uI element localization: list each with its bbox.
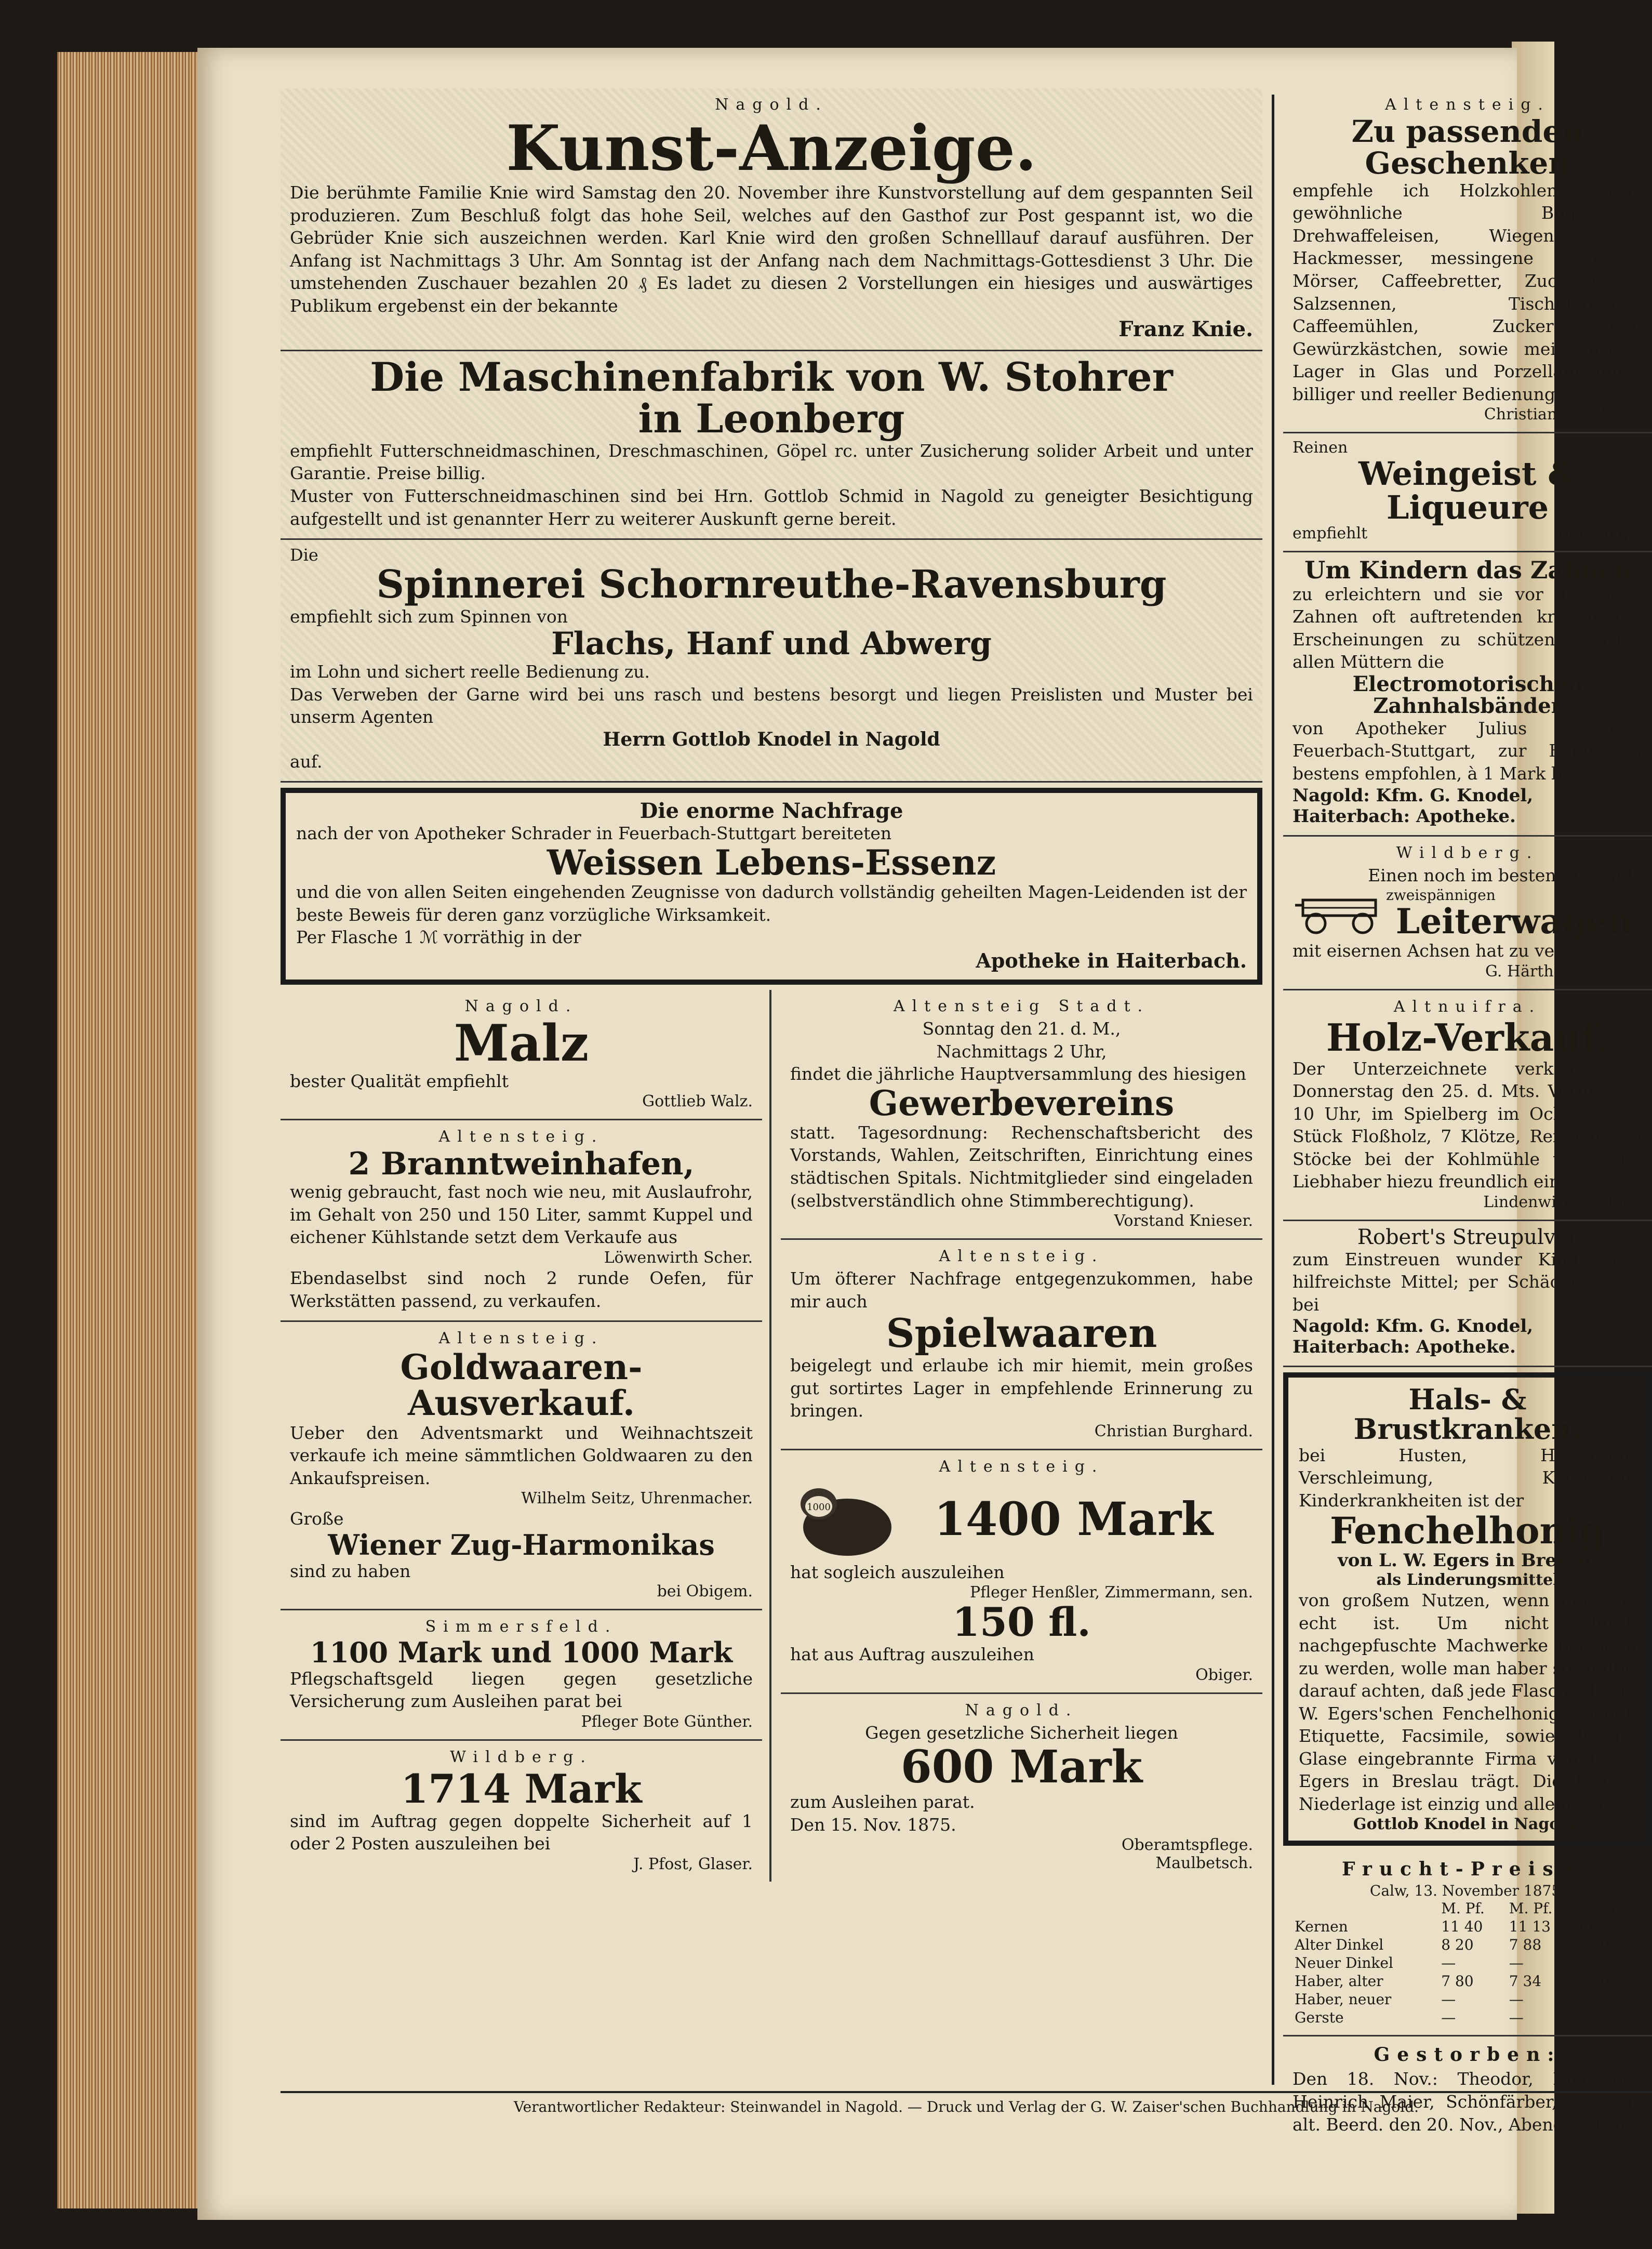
ad-text: findet die jährliche Hauptversammlung des hiesigen xyxy=(790,1064,1246,1084)
ad-title-2: Wiener Zug-Harmonikas xyxy=(328,1528,715,1562)
seller-place-2: Haiterbach: xyxy=(1293,1337,1410,1358)
ad-text-2: von großem Nutzen, wenn derselbe echt ist. Um nicht durch nachgepfuschte Machwerke betrogen zu werden, wolle man haber sorgfältig darauf achten, daß jede Flasche des L. W. Egers'schen Fenchelhonigs Siegel, Etiquette, Facsimile, sowie die im Glase eingebrannte Firma von L. W. Egers in Breslau trägt. Die Fabrik-Niederlage ist einzig und allein bei xyxy=(1299,1590,1636,1814)
ad-text: Den 18. Nov.: Theodor, Kind des Heinrich Maier, Schönfärber, 11 Tage alt. Beerd. den 20. Nov., Abends 4 Uhr. xyxy=(1293,2069,1643,2135)
ad-signature: Oberamtspflege. xyxy=(1121,1836,1253,1855)
ad-text: Pflegschaftsgeld liegen gegen gesetzliche Versicherung zum Ausleihen parat bei xyxy=(290,1668,753,1712)
imprint-footer: Verantwortlicher Redakteur: Steinwandel in Nagold. — Druck und Verlag der G. W. Zaiser'schen Buchhandlung in Nagold. xyxy=(281,2091,1652,2115)
ad-title: Robert's Streupulver xyxy=(1357,1225,1578,1249)
ad-signature-2: Obiger. xyxy=(1195,1665,1253,1684)
ad-weingeist xyxy=(1283,433,1652,552)
ad-signature: Christian Burghard. xyxy=(1484,405,1643,424)
ad-seller: Apotheke in Haiterbach. xyxy=(976,948,1247,972)
ad-title: Leiterwagen xyxy=(1395,901,1633,942)
table-row: Neuer Dinkel — — — xyxy=(1295,1954,1592,1972)
ad-signature: Lindenwirth Helber. xyxy=(1483,1193,1643,1211)
ad-line: Sonntag den 21. d. M., xyxy=(922,1018,1121,1039)
ad-seller: Gottlob Knodel in Nagold. xyxy=(1353,1815,1582,1834)
ad-place: Nagold. xyxy=(464,997,578,1015)
seller-place: Nagold: xyxy=(1293,1316,1370,1337)
ad-fenchelhonig xyxy=(1283,1372,1652,1846)
seller-place-2: Haiterbach: xyxy=(1293,805,1410,827)
ad-text: empfiehlt Futterschneidmaschinen, Dreschmaschinen, Göpel rc. unter Zusicherung solider Arbeit und unter Garantie. Preise billig. xyxy=(290,440,1253,484)
wagon-icon xyxy=(1293,890,1386,936)
ad-signature: Vorstand Knieser. xyxy=(1114,1212,1253,1231)
ad-text: wenig gebraucht, fast noch wie neu, mit Auslaufrohr, im Gehalt von 250 und 150 Liter, sammt Kuppel und eichener Kühlstande setzt dem Verkaufe aus xyxy=(290,1182,753,1248)
ad-malz xyxy=(281,990,762,1120)
ad-text: Ueber den Adventsmarkt und Weihnachtszeit verkaufe ich meine sämmtlichen Goldwaaren zu den Ankaufspreisen. xyxy=(290,1422,753,1488)
table-row: Alter Dinkel 8 20 7 88 7 20 xyxy=(1295,1936,1609,1954)
ad-title: Die Maschinenfabrik von W. Stohrer xyxy=(370,354,1173,401)
ad-place: Altensteig Stadt. xyxy=(893,997,1150,1015)
subcolumn-b xyxy=(771,990,1262,1882)
fruit-prices xyxy=(1283,1851,1652,2036)
ad-line-2: zweispännigen xyxy=(1386,887,1496,904)
ad-pre: Reinen xyxy=(1293,439,1348,457)
seller-name-2: Apotheke. xyxy=(1416,1337,1516,1358)
ad-title: 2 Branntweinhafen, xyxy=(348,1146,695,1183)
ad-place: Wildberg. xyxy=(450,1748,593,1766)
ad-title-2: 150 fl. xyxy=(952,1599,1091,1646)
column-divider xyxy=(1272,95,1274,2085)
ad-text: Der Unterzeichnete verkauft am Donnerstag den 25. d. Mts. Vormittags 10 Uhr, im Spielberg im Ochsen; 171 Stück Floßholz, 7 Klötze, Reißach und Stöcke bei der Kohlmühle und ladet Liebhaber hiezu freundlich ein. xyxy=(1293,1058,1643,1192)
ad-place: Altensteig. xyxy=(438,1329,604,1348)
ad-text-2: von Apotheker Julius Schrader, Feuerbach-Stuttgart, zur Benützung bestens empfohlen, à 1 Mark bei xyxy=(1293,718,1643,784)
ad-title: Spinnerei Schornreuthe-Ravensburg xyxy=(376,562,1167,607)
book-page-edges xyxy=(57,52,197,2208)
ad-title: 600 Mark xyxy=(900,1741,1143,1794)
ad-signature: Christian Burghard. xyxy=(1094,1422,1253,1440)
ad-title: Malz xyxy=(454,1013,589,1073)
ad-spinnerei xyxy=(281,540,1262,783)
ad-wildberg-1714 xyxy=(281,1741,762,1882)
ad-product: Fenchelhonig xyxy=(1330,1509,1605,1553)
ad-title: 1400 Mark xyxy=(934,1492,1214,1546)
ad-place: Wildberg. xyxy=(1396,843,1539,862)
ad-text: und die von allen Seiten eingehenden Zeugnisse von dadurch vollständig geheilten Magen-Leidenden ist der beste Beweis für deren ganz vorzügliche Wirksamkeit. xyxy=(296,882,1247,925)
seller-place: Nagold: xyxy=(1293,785,1370,806)
money-purse-icon xyxy=(790,1478,894,1561)
ad-600-mark xyxy=(781,1694,1262,1881)
table-row: Haber, neuer — — — xyxy=(1295,1991,1592,2008)
prices-title: Frucht-Preise. xyxy=(1341,1858,1594,1881)
ad-text-2: beigelegt und erlaube ich mir hiemit, mein großes gut sortirtes Lager in empfehlende Erinnerung zu bringen. xyxy=(790,1355,1253,1421)
ad-geschenke xyxy=(1283,88,1652,433)
ad-text: Um öfterer Nachfrage entgegenzukommen, habe mir auch xyxy=(790,1268,1253,1312)
seller-name-2: Apotheke. xyxy=(1416,805,1516,827)
table-row: Gerste — — — xyxy=(1295,2009,1592,2027)
ad-line-2: Nachmittags 2 Uhr, xyxy=(936,1041,1107,1062)
ad-goldwaaren xyxy=(281,1322,762,1610)
ad-line: empfiehlt sich zum Spinnen von xyxy=(290,606,568,627)
ad-text-2: hat aus Auftrag auszuleihen xyxy=(790,1644,1034,1664)
ad-signature: J. Pfost, Glaser. xyxy=(633,1855,753,1873)
prices-table xyxy=(1293,1899,1643,2027)
ad-text: zu erleichtern und sie vor den beim Zahnen oft auftretenden krankhaften Erscheinungen zu schützen, werden allen Müttern die xyxy=(1293,584,1643,672)
subcolumn-a xyxy=(281,990,771,1882)
ad-line: nach der von Apotheker Schrader in Feuerbach-Stuttgart bereiteten xyxy=(296,823,892,844)
ad-signature: Franz Knie. xyxy=(1118,317,1253,342)
ad-gestorben xyxy=(1283,2036,1652,2144)
ad-lebens-essenz xyxy=(281,788,1262,984)
ad-place: Nagold. xyxy=(965,1701,1078,1719)
right-column xyxy=(1283,88,1652,2144)
ad-text: sind im Auftrag gegen doppelte Sicherheit auf 1 oder 2 Posten auszuleihen bei xyxy=(290,1810,753,1854)
ad-headline: Die enorme Nachfrage xyxy=(640,799,903,824)
ad-title: Hals- & Brustkranken, xyxy=(1353,1383,1582,1446)
ad-spielwaaren xyxy=(781,1240,1262,1450)
ad-text: bester Qualität empfiehlt xyxy=(290,1070,509,1091)
ad-signature: der Obige. xyxy=(1559,524,1643,543)
ad-text: mit eisernen Achsen hat zu verkaufen xyxy=(1293,941,1622,961)
ad-place: Simmersfeld. xyxy=(425,1618,618,1636)
ad-text: hat sogleich auszuleihen xyxy=(790,1562,1005,1582)
ad-title: Zu passenden Geschenken xyxy=(1351,114,1584,181)
ad-signature-2: Maulbetsch. xyxy=(1155,1854,1253,1873)
ad-text: Die berühmte Familie Knie wird Samstag den 20. November ihre Kunstvorstellung auf dem gespannten Seil produzieren. Zum Beschluß folgt das hohe Seil, welches auf den Gasthof zur Post gespannt ist, wo die Gebrüder Knie sich auszeichnen werden. Karl Knie wird den großen Schnelllauf darauf ausführen. Der Anfang ist Nachmittags 3 Uhr. Am Sonntag ist der Anfang nach dem Nachmittags-Gottesdienst 3 Uhr. Die umstehenden Zuschauer bezahlen 20 ₰ Es ladet zu diesen 2 Vorstellungen ein hiesiges und auswärtiges Publikum ergebenst ein der bekannte xyxy=(290,182,1253,316)
ad-title: 1100 Mark und 1000 Mark xyxy=(310,1636,733,1670)
ad-title-line2: in Leonberg xyxy=(638,395,905,442)
ad-leiterwagen xyxy=(1283,837,1652,990)
ad-title: Gewerbevereins xyxy=(869,1082,1175,1123)
ad-date: Den 15. Nov. 1875. xyxy=(790,1814,956,1835)
table-row: Kernen 11 40 11 13 11 — xyxy=(1295,1918,1615,1936)
ad-title: Goldwaaren-Ausverkauf. xyxy=(400,1347,643,1424)
ad-line-2: im Lohn und sichert reelle Bedienung zu. xyxy=(290,662,650,682)
ad-place: Altnuifra. xyxy=(1393,997,1542,1016)
ad-simmersfeld xyxy=(281,1610,762,1741)
lower-left-subcolumns xyxy=(281,990,1262,1882)
ad-text: empfehle ich Holzkohlen, sowie gewöhnliche Bügeleisen, Drehwaffeleisen, Wiegen- und Hackmesser, messingene Leuchter, Mörser, Caffeebretter, Zuckerdosen, Salzsennen, Tischblättchen, Caffeemühlen, Zuckerschneider, Gewürzkästchen, sowie mein großes Lager in Glas und Porzellain unter billiger und reeller Bedienung. xyxy=(1293,180,1643,404)
ad-signature: Pfleger Bote Günther. xyxy=(581,1712,753,1731)
ad-end: auf. xyxy=(290,751,323,772)
ad-zahnen xyxy=(1283,552,1652,836)
ad-text-2: statt. Tagesordnung: Rechenschaftsbericht des Vorstands, Wahlen, Zeitschriften, Einrichtung eines städtischen Spitals. Nichtmitglieder sind eingeladen (selbstverständlich ohne Stimmberechtigung). xyxy=(790,1122,1253,1211)
ad-title: 1714 Mark xyxy=(401,1765,642,1812)
ad-title: Spielwaaren xyxy=(886,1310,1157,1357)
ad-maker: von L. W. Egers in Breslau xyxy=(1338,1550,1597,1571)
ad-place: Altensteig. xyxy=(939,1457,1104,1476)
ad-signature: Pfleger Henßler, Zimmermann, sen. xyxy=(969,1583,1253,1602)
ad-extra: Ebendaselbst sind noch 2 runde Oefen, für Werkstätten passend, zu verkaufen. xyxy=(290,1267,753,1311)
ad-place: Altensteig. xyxy=(1385,96,1550,114)
prices-subtitle: Calw, 13. November 1875. xyxy=(1369,1882,1566,1900)
ad-branntweinhafen xyxy=(281,1120,762,1322)
ad-signature: Wilhelm Seitz, Uhrenmacher. xyxy=(521,1489,753,1508)
ad-title: Holz-Verkauf. xyxy=(1326,1015,1609,1060)
seller-name: Kfm. G. Knodel, xyxy=(1376,785,1534,806)
seller-name: Kfm. G. Knodel, xyxy=(1376,1316,1534,1337)
ad-holz-verkauf xyxy=(1283,990,1652,1221)
ad-signature: Gottlieb Walz. xyxy=(642,1092,753,1111)
ad-agent: Herrn Gottlob Knodel in Nagold xyxy=(603,728,940,750)
ad-text: bei Husten, Heiserkeit, Verschleimung, Katarrhen, Kinderkrankheiten ist der xyxy=(1299,1445,1636,1511)
ad-sub: als Linderungsmittel xyxy=(1376,1570,1559,1589)
ad-product: Weissen Lebens-Essenz xyxy=(547,842,996,883)
ad-kunst-anzeige xyxy=(281,88,1262,351)
ad-place: Altensteig. xyxy=(438,1128,604,1146)
ad-title: Gestorben: xyxy=(1374,2044,1562,2066)
ad-text-2: zum Ausleihen parat. xyxy=(790,1792,975,1813)
ad-text: Das Verweben der Garne wird bei uns rasch und bestens besorgt und liegen Preislisten und Muster bei unserm Agenten xyxy=(290,684,1253,727)
ad-1400-mark xyxy=(781,1450,1262,1694)
ad-text: zum Einstreuen wunder Kinder das hilfreichste Mittel; per Schächtel 35 ₰ bei xyxy=(1293,1249,1643,1315)
left-column xyxy=(281,88,1262,1882)
ad-pre: Große xyxy=(290,1509,344,1529)
ad-text-2: sind zu haben xyxy=(290,1560,411,1581)
ad-title: Kunst-Anzeige. xyxy=(506,112,1037,185)
ad-stohrer xyxy=(281,351,1262,540)
ad-streupulver xyxy=(1283,1221,1652,1368)
ad-title: Weingeist & Liqueure xyxy=(1358,455,1577,527)
ad-signature: Löwenwirth Scher. xyxy=(604,1248,753,1267)
ad-line: Einen noch im besten Zustande xyxy=(1368,865,1643,885)
ad-signature: G. Härther, Schmid. xyxy=(1485,962,1643,981)
ad-prefix: Die xyxy=(290,545,318,565)
purse-label: 1000 xyxy=(807,1501,831,1513)
table-row: Haber, alter 7 80 7 34 7 30 xyxy=(1295,1973,1609,1990)
ad-place: Altensteig. xyxy=(939,1247,1104,1266)
ad-title: Um Kindern das Zahnen xyxy=(1304,556,1631,585)
ad-text: empfiehlt xyxy=(1293,524,1368,543)
table-header: M. Pf. M. Pf. M. Pf. xyxy=(1441,1900,1620,1917)
newspaper-page xyxy=(197,48,1643,2220)
ad-gewerbeverein xyxy=(781,990,1262,1240)
ad-subtitle: Flachs, Hanf und Abwerg xyxy=(551,626,992,663)
ad-product: Electromotorischen Zahnhalsbänder xyxy=(1352,671,1583,718)
ad-place: Nagold. xyxy=(715,96,828,114)
ad-text-2: Muster von Futterschneidmaschinen sind bei Hrn. Gottlob Schmid in Nagold zu geneigter Besichtigung aufgestellt und ist genannter Herr zu weiterer Auskunft gerne bereit. xyxy=(290,485,1253,529)
ad-line-3: Per Flasche 1 ℳ vorräthig in der xyxy=(296,927,581,948)
ad-signature-2: bei Obigem. xyxy=(657,1582,753,1601)
ad-text: Gegen gesetzliche Sicherheit liegen xyxy=(865,1722,1178,1743)
